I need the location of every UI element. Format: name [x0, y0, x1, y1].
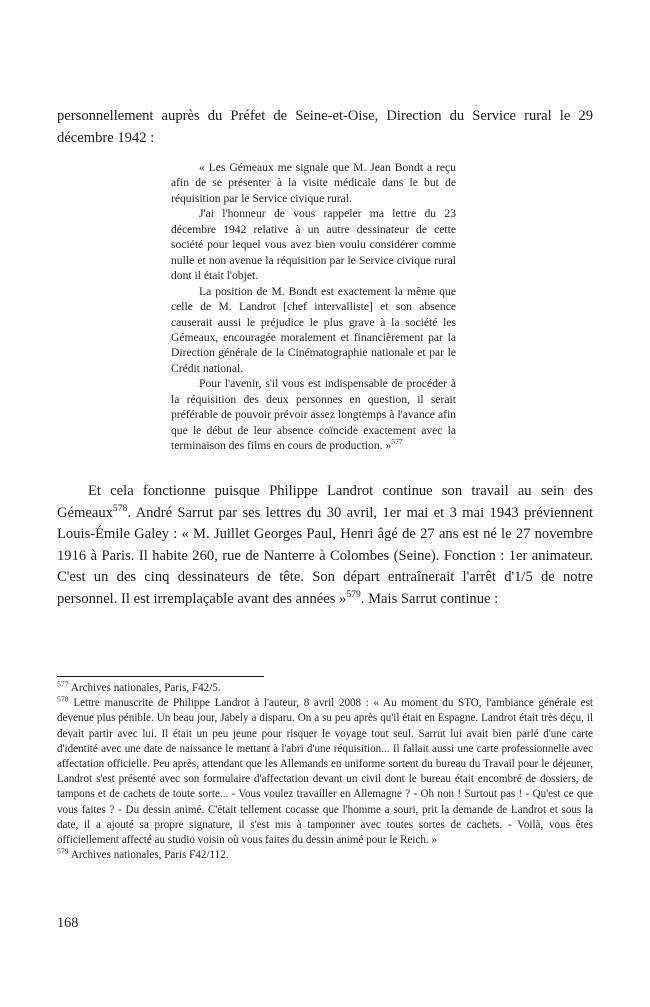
footnote-ref-577: 577	[391, 437, 403, 447]
after-quote-part3: . Mais Sarrut continue :	[360, 590, 499, 607]
page-number: 168	[57, 915, 79, 931]
footnote-text: Archives nationales, Paris F42/112.	[70, 849, 229, 862]
footnote-text: Lettre manuscrite de Philippe Landrot à l'auteur, 8 avril 2008 : « Au moment du STO, l'ambiance générale est devenue plus pénible. Un beau jour, Jabely a disparu. On a su peu après qu'il était en Espagne. Landrot était très déçu, il devait partir avec lui. Il était un peu jeune pour risquer le voyage tout seul. Sarrut lui avait bien parlé d'une carte d'identité avec une date de naissance le mettant à l'abri d'une réquisition... Il fallait aussi une carte professionnelle avec affectation officielle. Peu après, attendant que les Allemands en uniforme sortent du bureau du Travail pour le déjeuner, Landrot s'est présenté avec son formulaire d'affectation devant un civil dont le bureau était encombré de dossiers, de tampons et de cachets de toute sorte... - Vous voulez travailler en Allemagne ? - Oh non ! Surtout pas ! - Qu'est ce que vous faites ? - Du dessin animé. C'était tellement cocasse que l'homme a souri, prit la demande de Landrot et sous la date, il a ajouté sa propre signature, il s'est mis à tamponner avec toutes sortes de cachets. - Voilà, vous êtes officiellement affecté au studio voisin où vous faites du dessin animé pour le Reich. »	[57, 697, 593, 847]
intro-paragraph	[57, 106, 593, 149]
after-quote-part2: . André Sarrut par ses lettres du 30 avril, 1er mai et 3 mai 1943 préviennent Louis-Émile Galey : « M. Juillet Georges Paul, Henri âgé de 27 ans est né le 27 novembre 1916 à Paris. Il habite 260, rue de Nanterre à Colombes (Seine). Fonction : 1er animateur. C'est un des cinq dessinateurs de tête. Son départ entraînerait l'arrêt d'1/5 de notre personnel. Il est irremplaçable avant des années »	[57, 504, 593, 607]
after-quote-paragraph	[57, 481, 593, 610]
footnote-item	[57, 681, 593, 696]
after-quote-part1: Et cela fonctionne puisque Philippe Landrot continue son travail au sein des Gémeaux	[57, 483, 593, 521]
block-quote	[171, 160, 456, 454]
footnote-separator	[57, 676, 264, 677]
footnote-item	[57, 848, 593, 863]
footnote-ref-578: 578	[112, 502, 128, 514]
footnote-text: Archives nationales, Paris, F42/5.	[70, 682, 221, 694]
quote-paragraph-4-text: Pour l'avenir, s'il vous est indispensable de procéder à la réquisition des deux personnes en question, il serait préférable de pouvoir prévoir assez longtemps à l'avance afin que le début de leur absence coïncide exactement avec la terminaison des films en cours de production. »	[171, 377, 456, 453]
intro-paragraph-text: personnellement auprès du Préfet de Seine-et-Oise, Direction du Service rural le 29 décembre 1942 :	[57, 108, 593, 146]
footnote-number: 577	[57, 679, 69, 689]
footnote-ref-579: 579	[346, 588, 361, 600]
quote-paragraph-2: J'ai l'honneur de vous rappeler ma lettre du 23 décembre 1942 relative à un autre dessinateur de cette société pour lequel vous avez bien voulu considérer comme nulle et non avenue la réquisition par le Service civique rural dont il était l'objet.	[171, 207, 456, 283]
quote-paragraph-1: « Les Gémeaux me signale que M. Jean Bondt a reçu afin de se présenter à la visite médicale dans le but de réquisition par le Service civique rural.	[171, 161, 456, 205]
quote-paragraph-4	[171, 376, 456, 453]
footnote-number: 578	[57, 694, 69, 704]
footnote-item	[57, 696, 593, 848]
quote-paragraph-3: La position de M. Bondt est exactement la même que celle de M. Landrot [chef intervalliste] et son absence causerait aussi le préjudice le plus grave à la société les Gémeaux, encouragée moralement et financièrement par la Direction générale de la Cinématographie nationale et par le Crédit national.	[171, 284, 456, 375]
footnote-list	[57, 681, 593, 863]
footnote-number: 579	[57, 846, 69, 856]
